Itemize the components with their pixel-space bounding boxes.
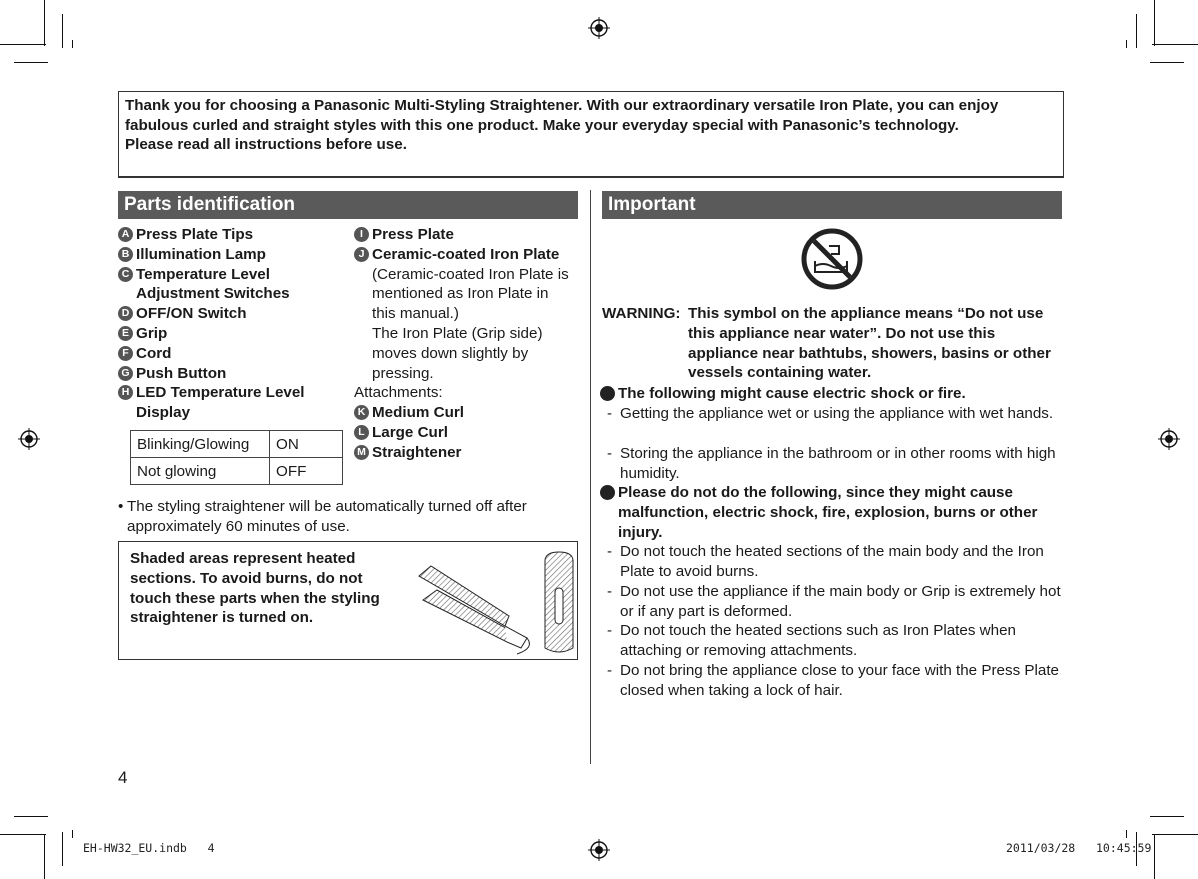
iron-plate-note: (Ceramic-coated Iron Plate is mentioned as Iron Plate in this manual.) <box>372 265 569 323</box>
part-letter-badge: G <box>118 366 133 381</box>
crop-mark <box>62 832 63 866</box>
list-text: Storing the appliance in the bathroom or in other rooms with high humidity. <box>620 445 1056 482</box>
part-letter-badge: B <box>118 247 133 262</box>
heading-text: Please do not do the following, since they might cause malfunction, electric shock, fire, explosion, burns or other injury. <box>618 484 1038 541</box>
led-display-table <box>130 430 343 485</box>
parts-identification-header <box>118 191 578 219</box>
part-label: Push Button <box>136 364 227 382</box>
shaded-areas-text: Shaded areas represent heated sections. To avoid burns, do not touch these parts when the styling straightener is turned on. <box>130 550 380 627</box>
list-item <box>607 661 1063 701</box>
part-label: Press Plate <box>372 226 454 243</box>
crop-mark <box>1152 834 1198 835</box>
section-title: Parts identification <box>124 194 296 215</box>
registration-mark-icon <box>588 17 610 39</box>
list-item <box>607 621 1063 661</box>
dash-icon: - <box>607 583 613 600</box>
crop-mark <box>1126 40 1127 48</box>
crop-mark <box>1150 816 1184 817</box>
part-item <box>118 265 316 305</box>
part-item <box>118 364 328 384</box>
crop-mark <box>14 62 48 63</box>
part-item <box>118 324 328 344</box>
list-text: Getting the appliance wet or using the appliance with wet hands. <box>620 405 1054 422</box>
crop-mark <box>1154 834 1155 879</box>
part-label: Straightener <box>372 443 462 461</box>
registration-mark-icon <box>588 839 610 861</box>
intro-box <box>118 91 1064 178</box>
part-letter-badge: J <box>354 247 369 262</box>
registration-mark-icon <box>18 428 40 450</box>
dash-icon: - <box>607 622 613 639</box>
registration-mark-icon <box>1158 428 1180 450</box>
part-item <box>118 344 328 364</box>
bullet-icon: • <box>118 498 124 515</box>
crop-mark <box>0 44 46 45</box>
warning-block <box>602 304 1064 383</box>
crop-mark <box>14 816 48 817</box>
part-letter-badge: L <box>354 425 369 440</box>
crop-mark <box>44 0 45 46</box>
part-letter-badge: D <box>118 306 133 321</box>
parts-list-left <box>118 225 328 423</box>
auto-off-note <box>118 497 578 537</box>
heading-text: The following might cause electric shock or fire. <box>618 385 966 402</box>
part-item <box>118 383 331 423</box>
part-label: Press Plate Tips <box>136 226 254 243</box>
crop-mark <box>62 14 63 48</box>
crop-mark <box>44 834 45 879</box>
table-row <box>131 431 343 458</box>
part-letter-badge: F <box>118 346 133 361</box>
part-label: Ceramic-coated Iron Plate <box>372 245 560 263</box>
table-cell: Not glowing <box>131 458 270 485</box>
crop-mark <box>1152 44 1198 45</box>
table-cell: OFF <box>270 458 343 485</box>
part-item <box>118 225 328 245</box>
list-item <box>607 444 1063 484</box>
table-cell: ON <box>270 431 343 458</box>
important-header <box>602 191 1062 219</box>
list-text: Do not bring the appliance close to your face with the Press Plate closed when taking a lock of hair. <box>620 662 1059 699</box>
column-divider <box>590 190 591 764</box>
part-label: Medium Curl <box>372 404 464 422</box>
part-letter-badge: I <box>354 227 369 242</box>
intro-text: Thank you for choosing a Panasonic Multi-Styling Straightener. With our extraordinary versatile Iron Plate, you can enjoy fabulous curled and straight styles with this one product. Make your everyday special with Panasonic’s technology. <box>125 97 999 134</box>
warning-heading <box>600 483 1060 542</box>
part-label: Illumination Lamp <box>136 245 266 263</box>
crop-mark <box>1150 62 1184 63</box>
crop-mark <box>72 830 73 838</box>
warning-text: This symbol on the appliance means “Do not use this appliance near water”. Do not use this appliance near bathtubs, showers, basins or other vessels containing water. <box>688 305 1051 382</box>
part-item <box>118 304 328 324</box>
part-letter-badge: A <box>118 227 133 242</box>
crop-mark <box>72 40 73 48</box>
part-item <box>354 225 580 245</box>
slug-timestamp: 2011/03/28 10:45:59 <box>1006 841 1152 855</box>
list-text: Do not touch the heated sections such as Iron Plates when attaching or removing attachments. <box>620 622 1016 659</box>
part-item <box>118 245 328 265</box>
part-label: LED Temperature Level Display <box>136 384 305 422</box>
dash-icon: - <box>607 405 613 422</box>
list-text: Do not touch the heated sections of the main body and the Iron Plate to avoid burns. <box>620 543 1044 580</box>
part-label: Grip <box>136 324 168 342</box>
part-label: OFF/ON Switch <box>136 305 247 323</box>
part-letter-badge: H <box>118 385 133 400</box>
shaded-areas-box <box>118 541 578 660</box>
auto-off-text: The styling straightener will be automatically turned off after approximately 60 minutes of use. <box>127 498 527 535</box>
list-item <box>607 582 1063 622</box>
straightener-illustration-icon <box>409 548 579 658</box>
no-water-warning-icon <box>801 228 863 290</box>
warning-heading <box>600 384 1060 404</box>
part-item <box>354 423 580 443</box>
warning-label: WARNING: <box>602 305 681 322</box>
table-cell: Blinking/Glowing <box>131 431 270 458</box>
attachments-label: Attachments: <box>354 384 443 402</box>
list-text: Do not use the appliance if the main body or Grip is extremely hot or if any part is deformed. <box>620 583 1061 620</box>
part-label: Large Curl <box>372 423 448 441</box>
part-label: Cord <box>136 344 172 362</box>
parts-list-right <box>354 225 580 463</box>
dash-icon: - <box>607 543 613 560</box>
list-item <box>607 404 1063 424</box>
intro-instruction: Please read all instructions before use. <box>125 136 407 154</box>
crop-mark <box>1154 0 1155 46</box>
part-item <box>354 403 580 423</box>
bullet-icon <box>600 485 615 500</box>
part-letter-badge: M <box>354 445 369 460</box>
bullet-icon <box>600 386 615 401</box>
part-label: Temperature Level Adjustment Switches <box>136 265 290 303</box>
part-letter-badge: C <box>118 267 133 282</box>
dash-icon: - <box>607 662 613 679</box>
crop-mark <box>1126 830 1127 838</box>
section-title: Important <box>608 194 696 215</box>
part-item <box>354 245 580 265</box>
part-letter-badge: K <box>354 405 369 420</box>
table-row <box>131 458 343 485</box>
crop-mark <box>0 834 46 835</box>
list-item <box>607 542 1063 582</box>
slug-file: EH-HW32_EU.indb 4 <box>83 841 215 855</box>
iron-plate-movement-note: The Iron Plate (Grip side) moves down slightly by pressing. <box>372 324 543 382</box>
crop-mark <box>1136 14 1137 48</box>
part-item <box>354 443 580 463</box>
part-letter-badge: E <box>118 326 133 341</box>
dash-icon: - <box>607 445 613 462</box>
page-number: 4 <box>118 768 128 787</box>
